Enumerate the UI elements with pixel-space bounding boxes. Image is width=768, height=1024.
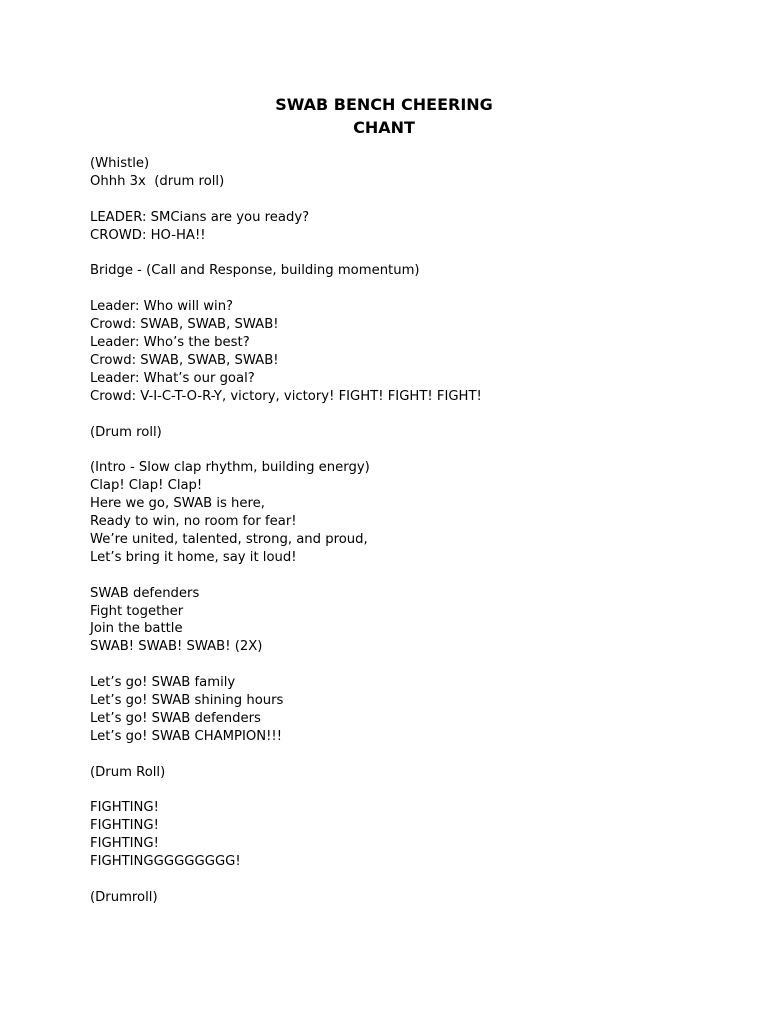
text-line: LEADER: SMCians are you ready? [90, 209, 310, 225]
text-line: SWAB defenders [90, 585, 200, 601]
text-line: Bridge - (Call and Response, building momentum) [90, 263, 420, 279]
text-line: Crowd: SWAB, SWAB, SWAB! [90, 317, 279, 333]
stanza-drum-roll-2 [90, 764, 730, 782]
text-line: Fight together [90, 603, 184, 619]
title-line-1: SWAB BENCH CHEERING [275, 95, 493, 114]
text-line: Let’s bring it home, say it loud! [90, 549, 297, 565]
text-line: (Drumroll) [90, 890, 158, 905]
text-line: FIGHTING! [90, 800, 159, 816]
text-line: Ohhh 3x (drum roll) [90, 173, 225, 189]
stanza-intro [90, 459, 730, 566]
text-line: (Drum roll) [90, 424, 162, 440]
text-line: (Whistle) [90, 156, 150, 171]
text-line: Let’s go! SWAB shining hours [90, 693, 284, 709]
text-line: Let’s go! SWAB defenders [90, 710, 261, 726]
stanza-drumroll-final [90, 889, 730, 907]
text-line: FIGHTING! [90, 818, 159, 834]
stanza-whistle [90, 155, 730, 191]
text-line: Leader: What’s our goal? [90, 370, 255, 386]
text-line: Join the battle [90, 621, 183, 637]
text-line: SWAB! SWAB! SWAB! (2X) [90, 639, 263, 655]
title-line-2: CHANT [353, 118, 415, 137]
text-line: We’re united, talented, strong, and proud, [90, 531, 368, 547]
text-line: Here we go, SWAB is here, [90, 496, 265, 512]
text-line: Let’s go! SWAB family [90, 675, 236, 691]
stanza-bridge-heading [90, 262, 730, 280]
stanza-drum-roll-1 [90, 424, 730, 442]
stanza-lets-go [90, 674, 730, 746]
document-title [0, 93, 768, 139]
text-line: (Intro - Slow clap rhythm, building energy) [90, 460, 370, 476]
text-line: FIGHTING! [90, 836, 159, 852]
stanza-defenders [90, 585, 730, 657]
text-line: Leader: Who’s the best? [90, 335, 250, 351]
text-line: Clap! Clap! Clap! [90, 478, 203, 494]
text-line: FIGHTINGGGGGGGGG! [90, 854, 241, 870]
text-line: Let’s go! SWAB CHAMPION!!! [90, 728, 282, 744]
text-line: Crowd: SWAB, SWAB, SWAB! [90, 352, 279, 368]
text-line: (Drum Roll) [90, 764, 166, 780]
text-line: CROWD: HO-HA!! [90, 227, 206, 243]
stanza-opening-call [90, 209, 730, 245]
text-line: Crowd: V-I-C-T-O-R-Y, victory, victory! FIGHT! FIGHT! FIGHT! [90, 388, 482, 404]
text-line: Leader: Who will win? [90, 299, 234, 315]
chant-body [90, 155, 730, 925]
stanza-call-response [90, 298, 730, 405]
stanza-fighting [90, 799, 730, 871]
text-line: Ready to win, no room for fear! [90, 514, 297, 530]
